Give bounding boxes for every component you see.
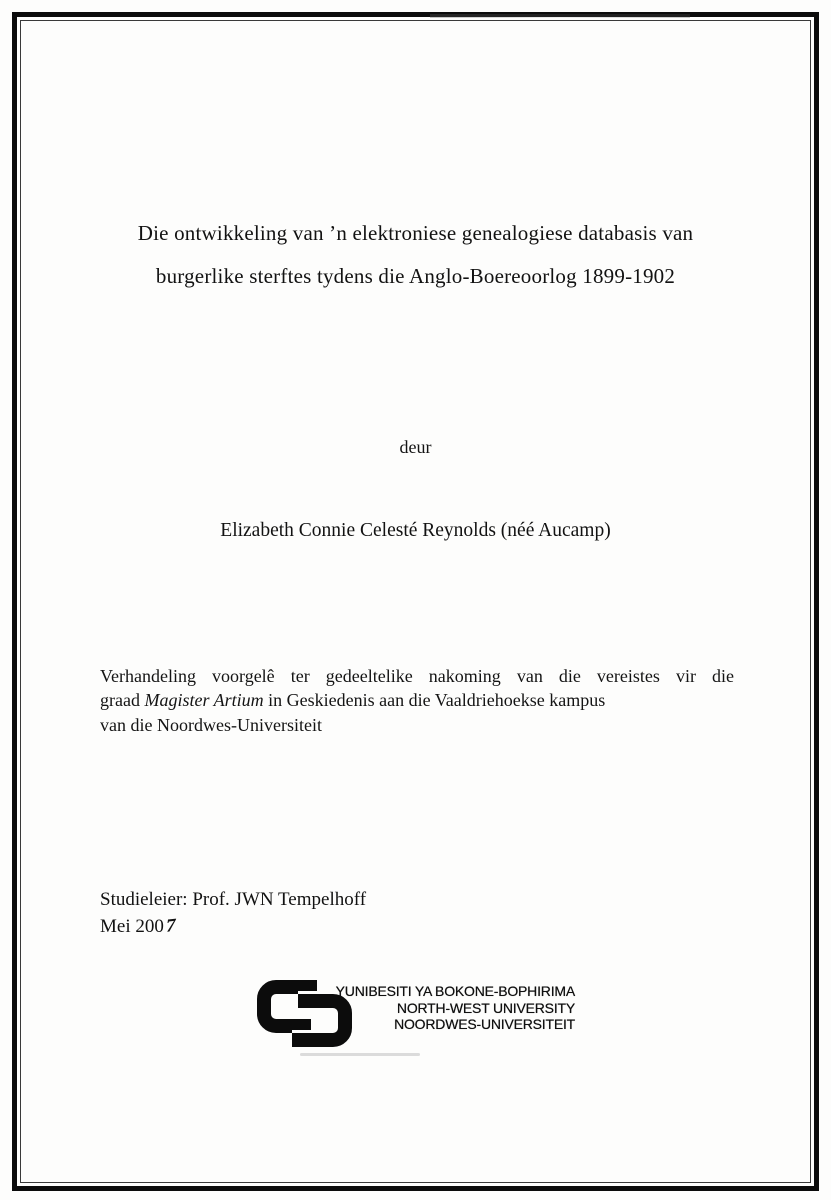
scan-artifact <box>300 1053 420 1056</box>
date-handwritten-seven: 7 <box>164 915 177 938</box>
statement-line-2 <box>100 688 734 712</box>
statement-line-3: van die Noordwes-Universiteit <box>100 714 322 735</box>
supervisor-line: Studieleier: Prof. JWN Tempelhoff <box>100 889 367 910</box>
scan-artifact <box>430 14 690 18</box>
wordmark-line-english: NORTH-WEST UNIVERSITY <box>396 999 575 1016</box>
wordmark-line-afrikaans: NOORDWES-UNIVERSITEIT <box>394 1016 575 1032</box>
university-wordmark <box>319 983 575 1033</box>
submission-statement <box>100 664 734 737</box>
author-name: Elizabeth Connie Celesté Reynolds (néé Aucamp) <box>220 520 611 541</box>
title-line-1: Die ontwikkeling van ’n elektroniese genealogiese databasis van <box>137 221 694 245</box>
supervisor-and-date <box>100 886 366 940</box>
university-logo <box>257 976 587 1056</box>
statement-line-1: Verhandeling voorgelê ter gedeeltelike nakoming van die vereistes vir die <box>100 666 734 686</box>
byline-deur: deur <box>399 437 432 457</box>
thesis-title <box>60 212 771 298</box>
title-line-2: burgerlike sterftes tydens die Anglo-Boereoorlog 1899-1902 <box>155 264 676 288</box>
degree-name-italic: Magister Artium <box>144 690 264 711</box>
date-prefix: Mei 200 <box>100 916 164 937</box>
statement-line-2-pre: graad <box>100 690 145 711</box>
statement-line-2-post: in Geskiedenis aan die Vaaldriehoekse kampus <box>263 690 606 711</box>
date-line <box>100 913 366 940</box>
wordmark-line-setswana: YUNIBESITI YA BOKONE-BOPHIRIMA <box>335 983 575 999</box>
